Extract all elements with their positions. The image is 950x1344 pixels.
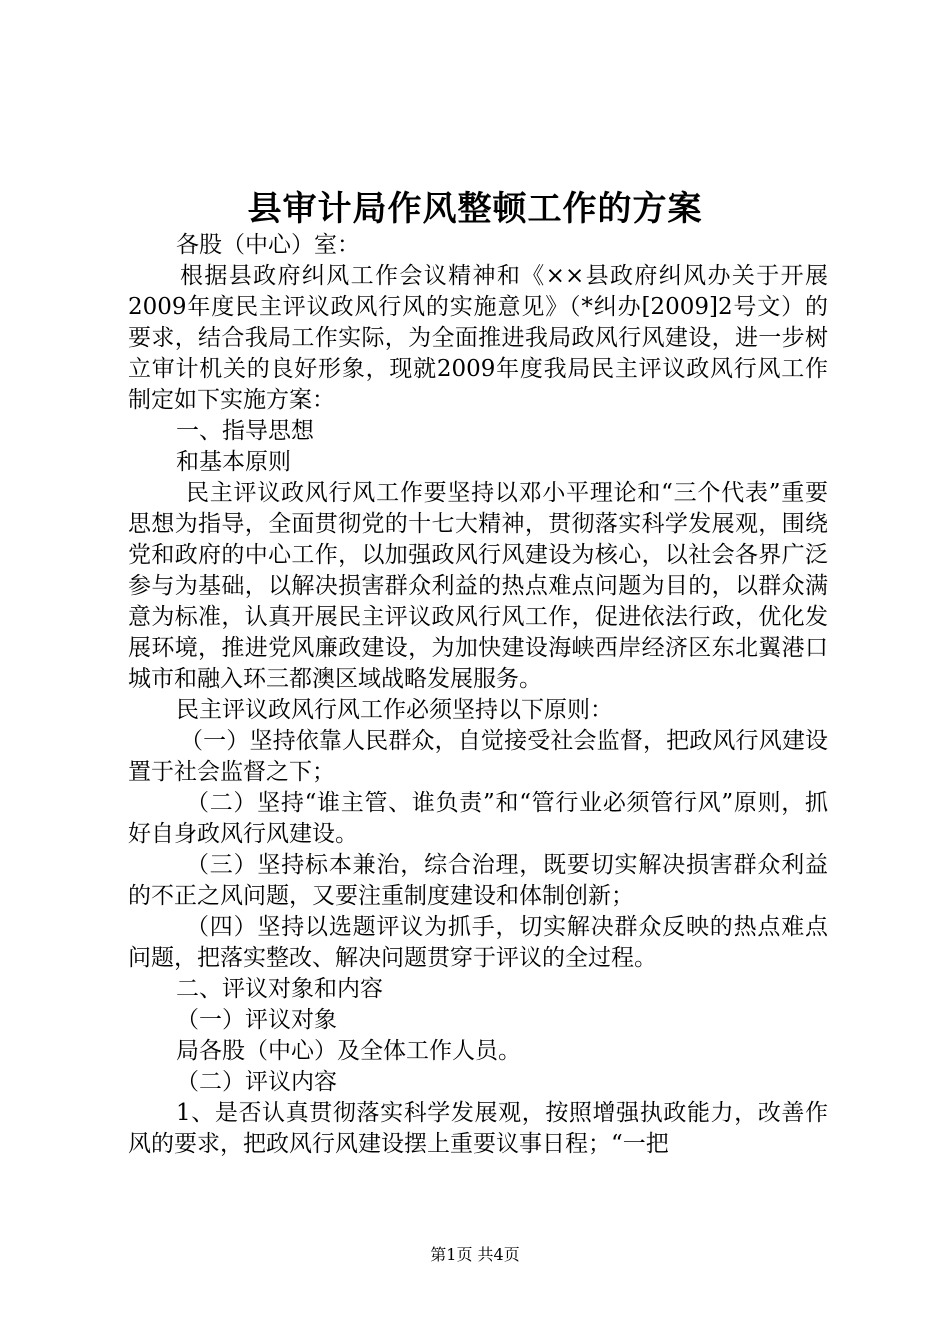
section2-heading: 二、评议对象和内容 xyxy=(176,976,383,1002)
principle-item: （二）坚持“谁主管、谁负责”和“管行业必须管行风”原则，抓好自身政风行风建设。 xyxy=(128,790,828,847)
sub2-heading: （二）评议内容 xyxy=(176,1069,337,1095)
salutation: 各股（中心）室： xyxy=(176,232,360,258)
section1-heading-cont: 和基本原则 xyxy=(176,449,291,475)
sub1-heading: （一）评议对象 xyxy=(176,1007,337,1033)
section1-paragraph: 民主评议政风行风工作要坚持以邓小平理论和“三个代表”重要思想为指导，全面贯彻党的十七大精神，贯彻落实科学发展观，围绕党和政府的中心工作，以加强政风行风建设为核心，以社会各界广泛参与为基础，以解决损害群众利益的热点难点问题为目的，以群众满意为标准，认真开展民主评议政风行风工作，促进依法行政，优化发展环境，推进党风廉政建设，为加快建设海峡西岸经济区东北翼港口城市和融入环三都澳区域战略发展服务。 xyxy=(128,480,828,692)
sub1-text: 局各股（中心）及全体工作人员。 xyxy=(176,1038,521,1064)
item1-paragraph: 1、是否认真贯彻落实科学发展观，按照增强执政能力，改善作风的要求，把政风行风建设摆上重要议事日程；“一把 xyxy=(128,1100,828,1157)
document-body xyxy=(128,230,828,1160)
page-footer: 第1页 共4页 xyxy=(430,1245,520,1264)
principles-intro: 民主评议政风行风工作必须坚持以下原则： xyxy=(176,697,613,723)
principle-item: （三）坚持标本兼治，综合治理，既要切实解决损害群众利益的不正之风问题，又要注重制度建设和体制创新； xyxy=(128,852,828,909)
intro-paragraph: 根据县政府纠风工作会议精神和《××县政府纠风办关于开展2009年度民主评议政风行风的实施意见》（*纠办[2009]2号文）的要求，结合我局工作实际，为全面推进我局政风行风建设，进一步树立审计机关的良好形象，现就2009年度我局民主评议政风行风工作制定如下实施方案： xyxy=(128,263,828,413)
document-title: 县审计局作风整顿工作的方案 xyxy=(247,189,703,229)
section1-heading: 一、指导思想 xyxy=(176,418,314,444)
principle-item: （四）坚持以选题评议为抓手，切实解决群众反映的热点难点问题，把落实整改、解决问题贯穿于评议的全过程。 xyxy=(128,914,828,971)
principle-item: （一）坚持依靠人民群众，自觉接受社会监督，把政风行风建设置于社会监督之下； xyxy=(128,728,828,785)
